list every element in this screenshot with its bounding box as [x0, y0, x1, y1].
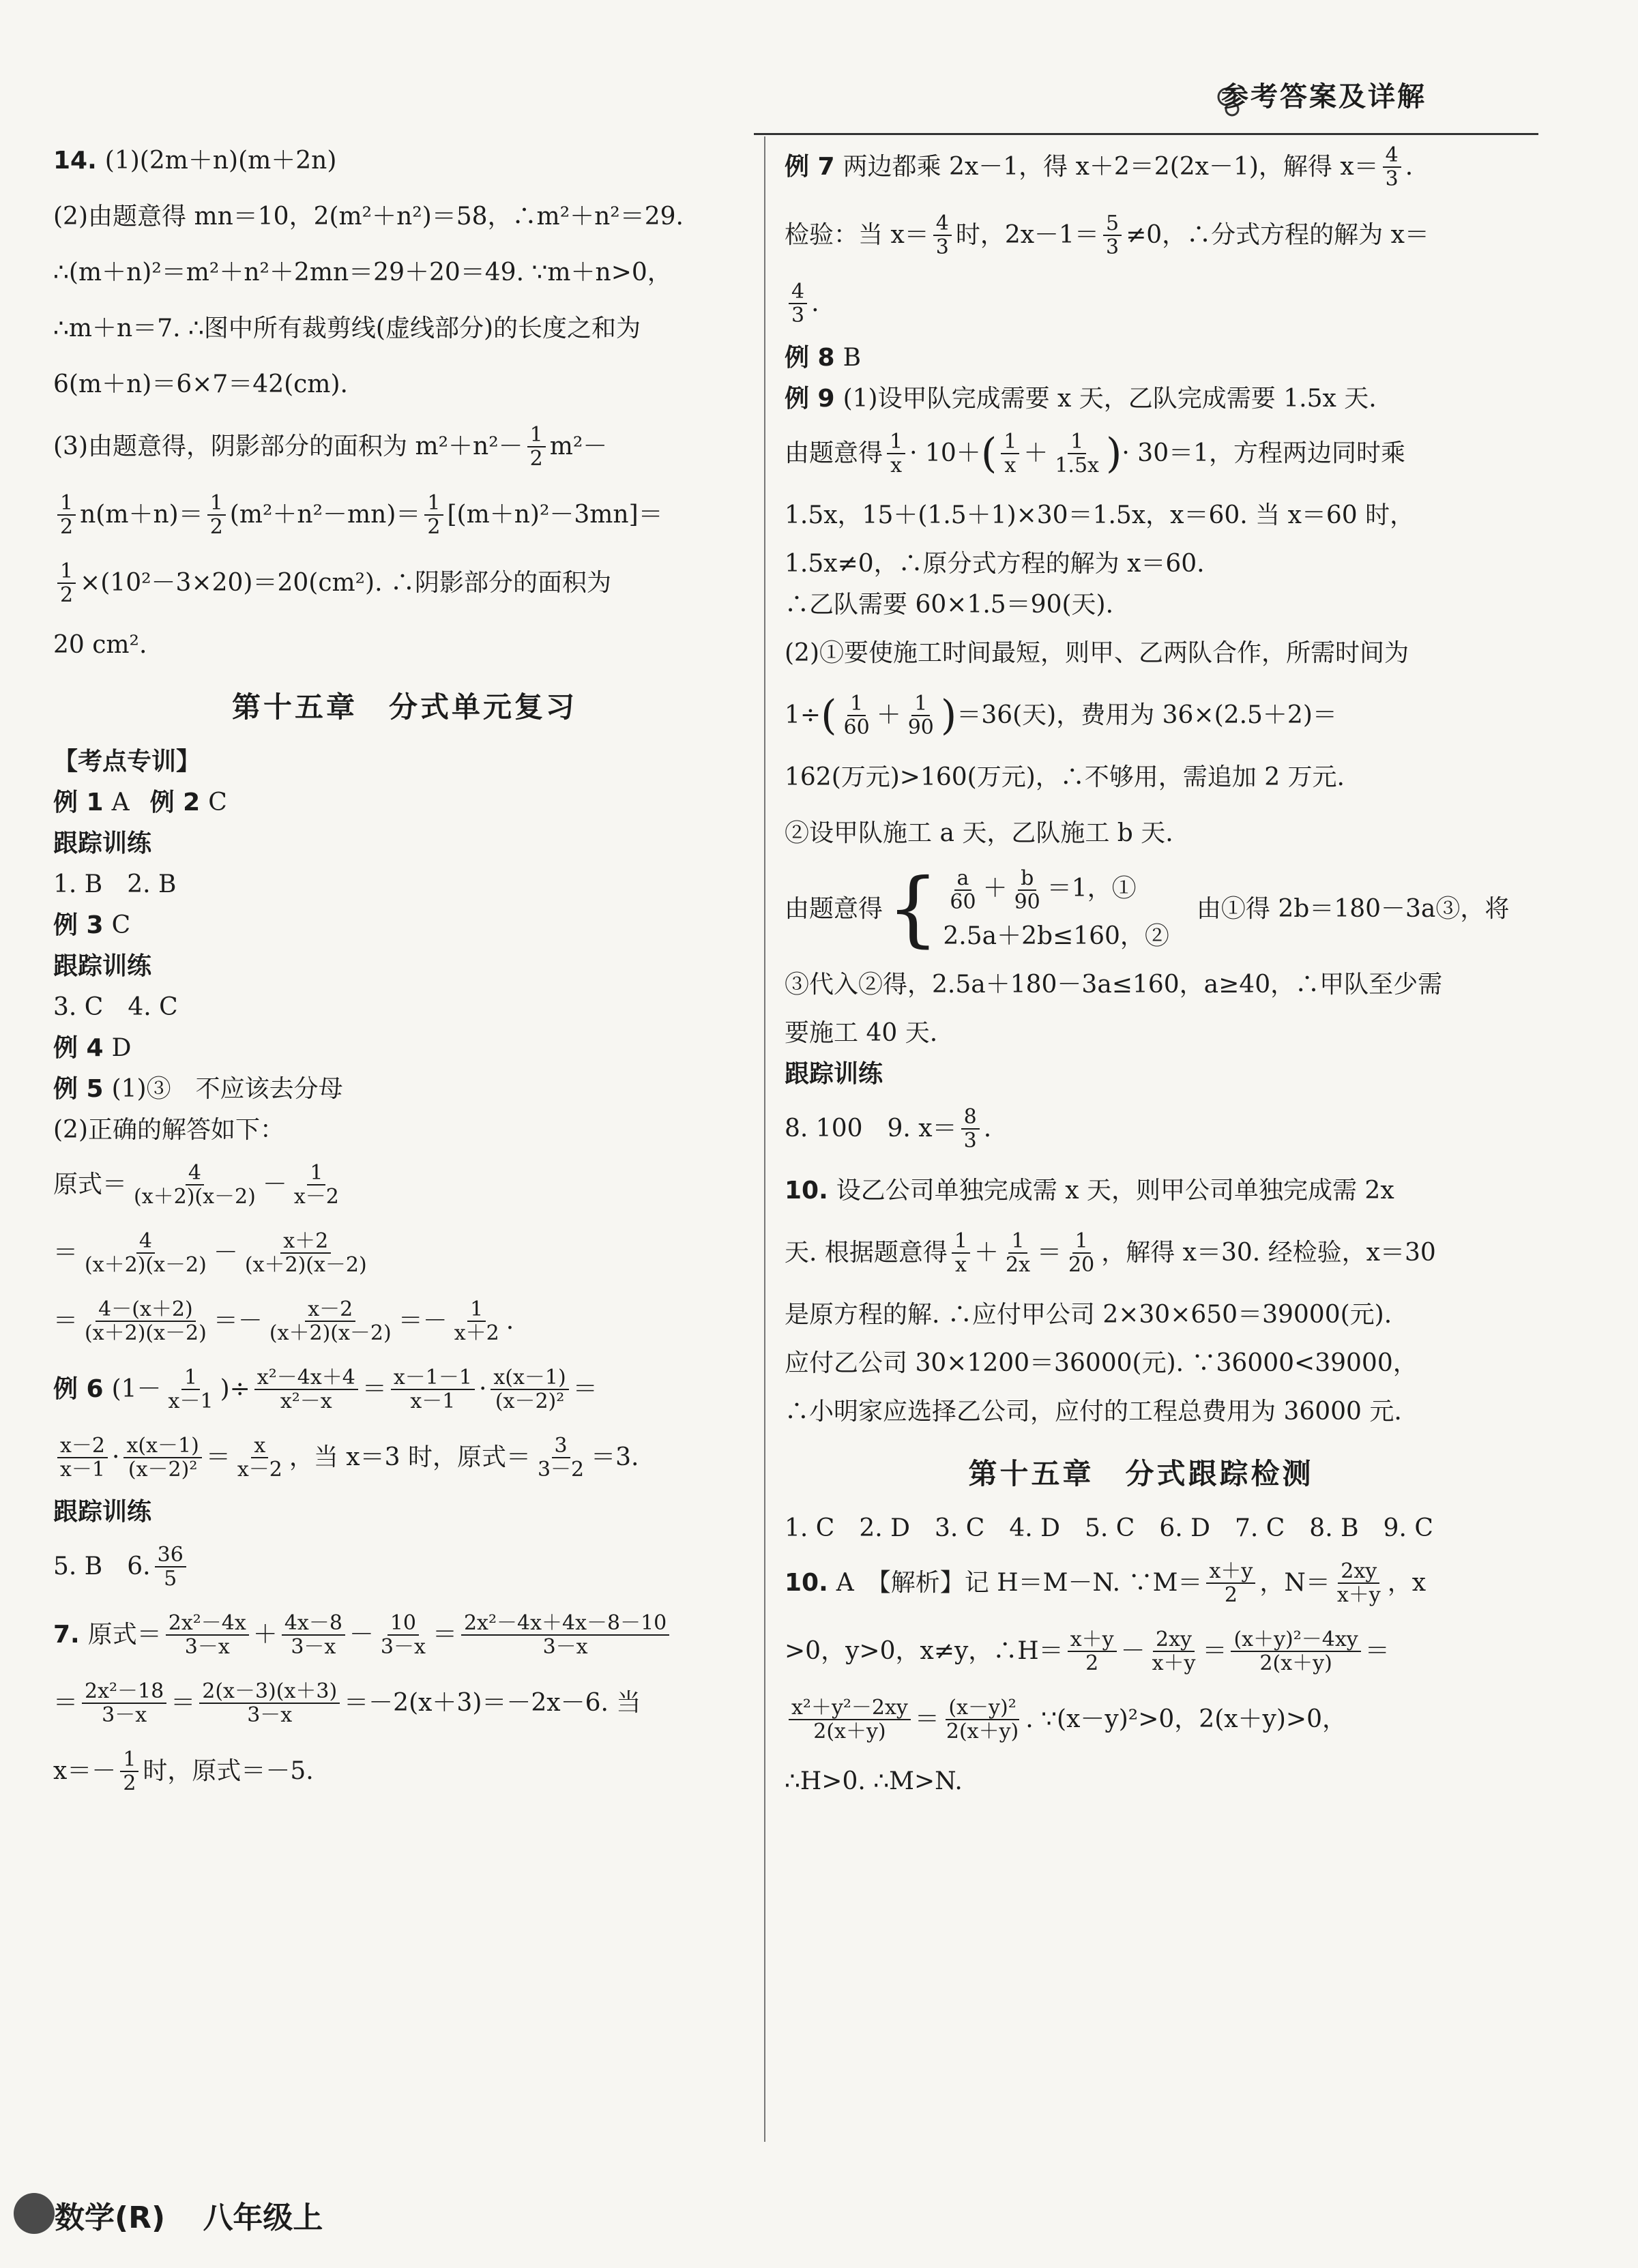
left-column: [53, 133, 756, 1806]
tracking-heading: 跟踪训练: [53, 829, 152, 858]
q7-line2: ＝ $\frac{\text{2x²－18}}{3-x}$ ＝ $\frac{2(x-3)(x+3)}{3-x}$ ＝－2(x＋3)＝－2x－6. 当: [53, 1679, 641, 1727]
q7-line3: x＝－ $\frac{1}{2}$ 时，原式＝－5.: [53, 1748, 314, 1795]
footer-logo-icon: [14, 2193, 55, 2234]
example-6-line1: 例 6 (1－ $\frac{1}{x-1}$ )÷ $\frac{\text{x²－4x＋4}}{\text{x²－x}}$ ＝ $\frac{x-1-1}{x-1}$ · $\frac{x(x-1)}{\text{(x－2)²}}$ ＝: [53, 1366, 598, 1413]
header-title: 参考答案及详解: [1221, 81, 1427, 113]
tracking-heading: 跟踪训练: [53, 952, 152, 981]
example-9-line4: 1.5x≠0，∴原分式方程的解为 x＝60.: [785, 550, 1205, 578]
example-7-line2: 检验：当 x＝ $\frac{4}{3}$ 时，2x－1＝ $\frac{5}{3}$ ≠0，∴分式方程的解为 x＝: [785, 211, 1429, 259]
example-8: 例 8 B: [785, 344, 862, 372]
footer: [55, 2193, 350, 2237]
a10-line4: ∴H>0. ∴M>N.: [785, 1767, 963, 1796]
subsection-heading: 【考点专训】: [53, 748, 201, 776]
a10-line2: >0，y>0，x≠y，∴H＝ $\frac{x+y}{2}$ － $\frac{2xy}{x+y}$ ＝ $\frac{\text{(x＋y)²－4xy}}{2(x+y)}$ ＝: [785, 1628, 1390, 1675]
footer-grade: 八年级上: [203, 2200, 323, 2235]
column-divider: [764, 136, 765, 2142]
q14-part2-line2: ∴(m＋n)²＝m²＋n²＋2mn＝29＋20＝49. ∵m＋n>0，: [53, 259, 672, 287]
example-9-line9: ②设甲队施工 a 天，乙队施工 b 天.: [785, 819, 1173, 848]
example-9-line7: 1÷ ( $\frac{1}{60}$ ＋ $\frac{1}{90}$ ) ＝36(天)，费用为 36×(2.5＋2)＝: [785, 692, 1337, 739]
section-title: 第十五章 分式跟踪检测: [968, 1456, 1314, 1490]
example-5: 例 5 (1)③ 不应该去分母: [53, 1075, 343, 1104]
example-9-line2: 由题意得 $\frac{1}{x}$ · 10＋ ( $\frac{1}{x}$ ＋ $\frac{1}{1.5x}$ ) · 30＝1，方程两边同时乘: [785, 430, 1406, 477]
example-6-line2: $\frac{x-2}{x-1}$ · $\frac{x(x-1)}{\text{(x－2)²}}$ ＝ $\frac{x}{x-2}$ ，当 x＝3 时，原式＝ $\frac{3}{3-2}$ ＝3.: [53, 1424, 756, 1492]
example-9-line8: 162(万元)>160(万元)，∴不够用，需追加 2 万元.: [785, 763, 1345, 792]
example-5-part2: (2)正确的解答如下：: [53, 1116, 284, 1145]
q10-line1: 10. 设乙公司单独完成需 x 天，则甲公司单独完成需 2x: [785, 1177, 1394, 1205]
footer-subject: 数学(R): [55, 2200, 166, 2235]
q14-part2-line3: ∴m＋n＝7. ∴图中所有裁剪线(虚线部分)的长度之和为: [53, 314, 641, 343]
example-9-line1: 例 9 (1)设甲队完成需要 x 天，乙队完成需要 1.5x 天.: [785, 385, 1377, 413]
a10-line1: 10. A 【解析】记 H＝M－N. ∵M＝ $\frac{x+y}{2}$ ，N＝ $\frac{2xy}{x+y}$ ，x: [785, 1559, 1427, 1607]
example-9-line5: ∴乙队需要 60×1.5＝90(天).: [785, 591, 1114, 619]
q10-line4: 应付乙公司 30×1200＝36000(元). ∵36000<39000，: [785, 1349, 1418, 1378]
example-9-line10: ③代入②得，2.5a＋180－3a≤160，a≥40，∴甲队至少需: [785, 971, 1443, 999]
example-7-line1: 例 7 两边都乘 2x－1，得 x＋2＝2(2x－1)，解得 x＝ $\frac{4}{3}$ .: [785, 143, 1414, 191]
example-7-line3: $\frac{4}{3}$ .: [785, 269, 1497, 338]
q14-part3-line2: $\frac{1}{2}$ n(m＋n)＝ $\frac{1}{2}$ (m²＋n²－mn)＝ $\frac{1}{2}$ [(m＋n)²－3mn]＝: [53, 481, 756, 549]
q14-part3-line1: (3)由题意得，阴影部分的面积为 m²＋n²－ $\frac{1}{2}$ m²－: [53, 423, 608, 471]
fraction: $\frac{1}{2}$: [527, 424, 546, 470]
fraction: $\frac{1}{2}$: [57, 492, 76, 538]
example-5-step1: 原式＝ $\frac{4}{(x+2)(x-2)}$ － $\frac{1}{x-2}$: [53, 1161, 339, 1209]
tracking-heading: 跟踪训练: [53, 1498, 152, 1527]
example-4: 例 4 D: [53, 1034, 132, 1063]
q14-part3-line4: 20 cm².: [53, 631, 147, 660]
q14-part3-line3: $\frac{1}{2}$ ×(10²－3×20)＝20(cm²). ∴阴影部分的面积为: [53, 549, 756, 617]
fraction: $\frac{1}{2}$: [207, 492, 226, 538]
example-3: 例 3 C: [53, 911, 131, 940]
fraction: $\frac{1}{2}$: [424, 492, 443, 538]
tracking-answers: 5. B 6. $\frac{36}{5}$: [53, 1533, 756, 1601]
tracking-answers: 1. B 2. B: [53, 870, 177, 899]
a10-line3: $\frac{\text{x²＋y²－2xy}}{2(x+y)}$ ＝ $\frac{\text{(x－y)²}}{2(x+y)}$ . ∵(x－y)²>0，2(x＋y)>0，: [785, 1685, 1497, 1754]
q14-part2-line1: (2)由题意得 mn＝10，2(m²＋n²)＝58，∴m²＋n²＝29.: [53, 203, 684, 231]
tracking-answers: 3. C 4. C: [53, 993, 178, 1022]
example-5-step2: ＝ $\frac{4}{(x+2)(x-2)}$ － $\frac{x+2}{(x+2)(x-2)}$: [53, 1229, 367, 1277]
q10-line3: 是原方程的解. ∴应付甲公司 2×30×650＝39000(元).: [785, 1301, 1392, 1329]
q14-part2-line4: 6(m＋n)＝6×7＝42(cm).: [53, 370, 348, 399]
example-5-step3: ＝ $\frac{4-(x+2)}{(x+2)(x-2)}$ ＝－ $\frac{x-2}{(x+2)(x-2)}$ ＝－ $\frac{1}{x+2}$ .: [53, 1297, 514, 1345]
q14-part1: 14. (1)(2m＋n)(m＋2n): [53, 147, 337, 175]
section-title: 第十五章 分式单元复习: [231, 690, 577, 724]
example-9-line11: 要施工 40 天.: [785, 1019, 938, 1048]
example-9-line6: (2)①要使施工时间最短，则甲、乙两队合作，所需时间为: [785, 639, 1409, 668]
tracking-heading: 跟踪训练: [785, 1060, 883, 1089]
q7-line1: 7. 原式＝ $\frac{\text{2x²－4x}}{3-x}$ ＋ $\frac{4x-8}{3-x}$ － $\frac{10}{3-x}$ ＝ $\frac{\text{2x²－4x＋4x－8－10}}{3-x}$: [53, 1601, 756, 1669]
q10-line5: ∴小明家应选择乙公司，应付的工程总费用为 36000 元.: [785, 1398, 1402, 1426]
answers-8-9: 8. 100 9. x＝ $\frac{8}{3}$ .: [785, 1105, 992, 1153]
example-9-system: 由题意得 { $\frac{a}{60}$ ＋ $\frac{b}{90}$ ＝1，① 2.5a＋2b≤160，② 由①得 2b＝180－3a③，将: [785, 861, 1510, 956]
right-column: [785, 133, 1510, 1810]
fraction: $\frac{1}{2}$: [57, 560, 76, 606]
example-1-2: 例 1 A 例 2 C: [53, 789, 227, 817]
q10-line2: 天. 根据题意得 $\frac{1}{x}$ ＋ $\frac{1}{2x}$ ＝ $\frac{1}{20}$ ，解得 x＝30. 经检验，x＝30: [785, 1229, 1436, 1277]
mc-answers: 1. C 2. D 3. C 4. D 5. C 6. D 7. C 8. B 9. C: [785, 1514, 1433, 1543]
example-9-line3: 1.5x，15＋(1.5＋1)×30＝1.5x，x＝60. 当 x＝60 时，: [785, 501, 1415, 530]
